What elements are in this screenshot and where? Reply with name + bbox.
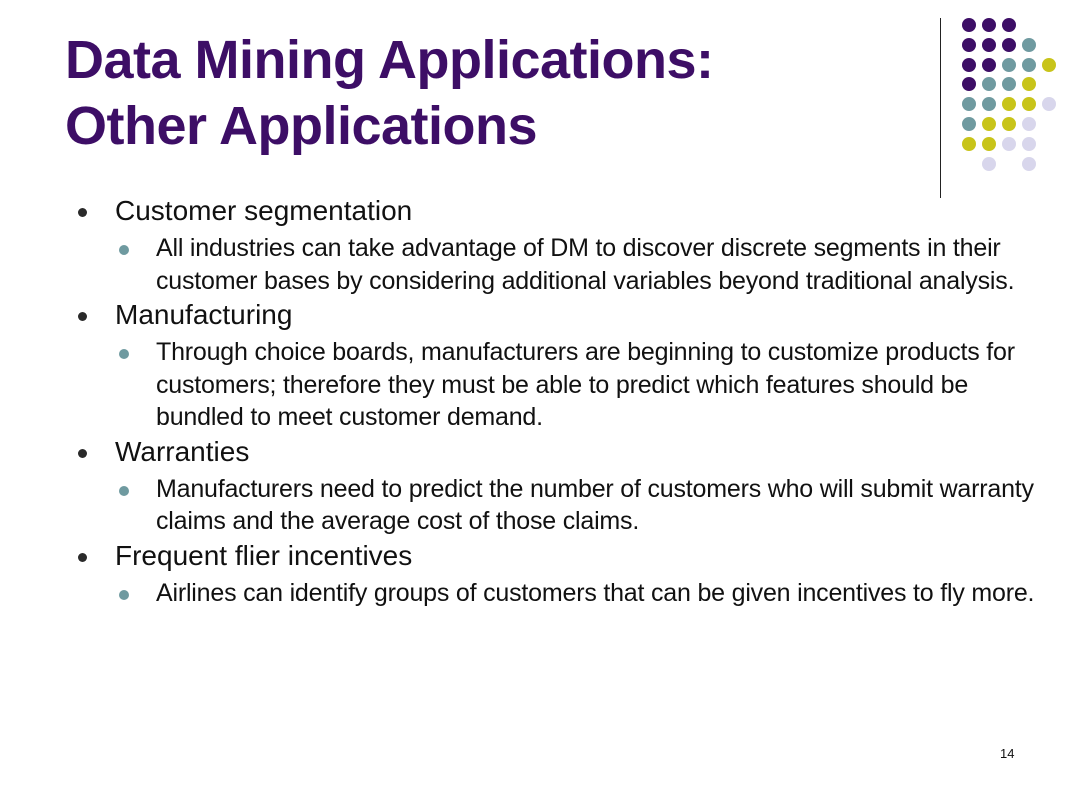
bullet-detail-text: All industries can take advantage of DM to discover discrete segments in their customer bases by considering additional variables beyond traditional analysis. xyxy=(156,234,1015,295)
dot-yellow xyxy=(982,117,996,131)
dot-lavender xyxy=(1042,97,1056,111)
bullet-dot xyxy=(78,312,87,321)
bullet-dot xyxy=(78,553,87,562)
dot-purple xyxy=(982,58,996,72)
bullet-heading-text: Customer segmentation xyxy=(115,195,413,226)
slide-title xyxy=(65,27,915,159)
dot-yellow xyxy=(1022,97,1036,111)
bullet-frequent-flier-incentives xyxy=(0,538,1080,610)
bullet-dot xyxy=(78,208,87,217)
bullet-heading-text: Warranties xyxy=(115,435,250,467)
dot-teal xyxy=(982,77,996,91)
bullet-detail-text: Airlines can identify groups of customers that can be given incentives to fly more. xyxy=(156,578,1035,607)
bullet-detail xyxy=(0,577,1080,610)
bullet-detail-text: Through choice boards, manufacturers are beginning to customize products for customers; therefore they must be able to predict which features should be bundled to meet customer demand. xyxy=(156,338,1015,431)
dot-yellow xyxy=(982,137,996,151)
dot-yellow xyxy=(1042,58,1056,72)
dot-purple xyxy=(1002,38,1016,52)
dot-teal xyxy=(982,97,996,111)
dot-purple xyxy=(962,18,976,32)
dot-teal xyxy=(1022,58,1036,72)
sub-bullet-dot xyxy=(119,245,129,255)
dot-lavender xyxy=(982,157,996,171)
bullet-detail xyxy=(0,336,1080,434)
bullet-detail xyxy=(0,232,1080,297)
dot-yellow xyxy=(962,137,976,151)
dot-yellow xyxy=(1002,117,1016,131)
bullet-heading xyxy=(0,297,1080,333)
dot-lavender xyxy=(1022,117,1036,131)
bullet-manufacturing xyxy=(0,297,1080,434)
dot-lavender xyxy=(1022,157,1036,171)
dot-lavender xyxy=(1002,137,1016,151)
sub-bullet-dot xyxy=(119,486,129,496)
bullet-heading-text: Frequent flier incentives xyxy=(115,539,413,571)
slide-number: 14 xyxy=(1000,746,1015,761)
dot-purple xyxy=(962,58,976,72)
title-line-1: Data Mining Applications: xyxy=(65,30,714,90)
bullet-detail-text: Manufacturers need to predict the number of customers who will submit warranty claims and the average cost of those claims. xyxy=(156,474,1034,535)
dot-purple xyxy=(982,18,996,32)
vertical-divider xyxy=(940,18,941,198)
dot-purple xyxy=(962,77,976,91)
bullet-warranties xyxy=(0,434,1080,538)
dot-teal xyxy=(1022,38,1036,52)
bullet-list xyxy=(0,193,1080,609)
dot-purple xyxy=(1002,18,1016,32)
bullet-detail xyxy=(0,473,1080,538)
dot-teal xyxy=(962,97,976,111)
dot-yellow xyxy=(1002,97,1016,111)
bullet-dot xyxy=(78,449,87,458)
bullet-customer-segmentation xyxy=(0,193,1080,297)
bullet-heading xyxy=(0,434,1080,470)
dot-yellow xyxy=(1022,77,1036,91)
dot-purple xyxy=(962,38,976,52)
dot-teal xyxy=(1002,77,1016,91)
bullet-heading-text: Manufacturing xyxy=(115,299,293,330)
dot-teal xyxy=(1002,58,1016,72)
dot-teal xyxy=(962,117,976,131)
sub-bullet-dot xyxy=(119,349,129,359)
bullet-heading xyxy=(0,538,1080,574)
dot-lavender xyxy=(1022,137,1036,151)
bullet-heading xyxy=(0,193,1080,229)
dot-purple xyxy=(982,38,996,52)
sub-bullet-dot xyxy=(119,590,129,600)
title-line-2: Other Applications xyxy=(65,96,538,156)
